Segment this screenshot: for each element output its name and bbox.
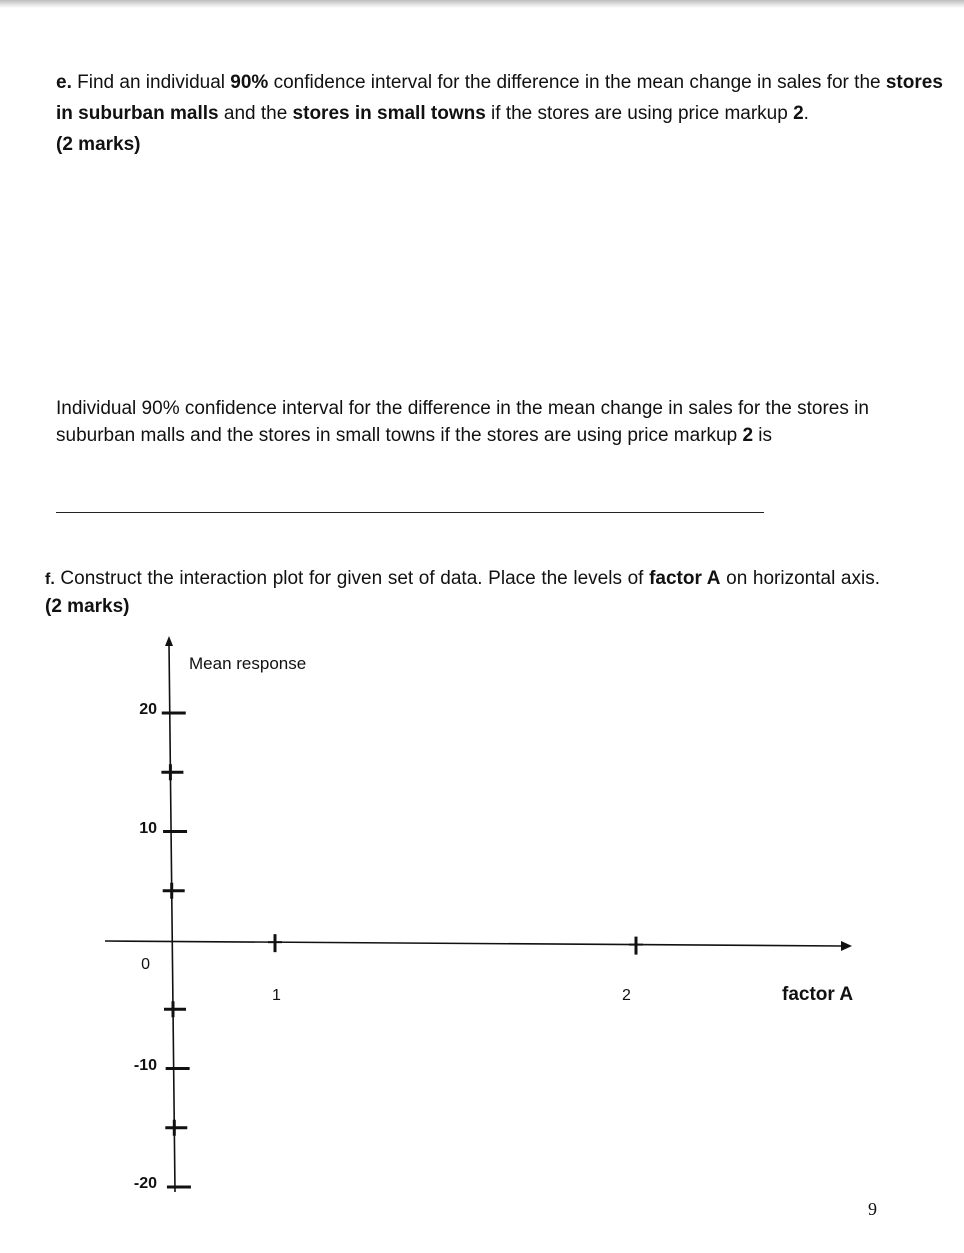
question-f-marks: (2 marks) bbox=[45, 596, 130, 617]
question-e-bold: 2 bbox=[793, 103, 804, 124]
x-axis-line bbox=[105, 941, 842, 946]
question-f-label: f. bbox=[45, 571, 55, 588]
question-e-text: . bbox=[803, 103, 809, 124]
x-axis-title: factor A bbox=[782, 984, 854, 1005]
question-f-text: on horizontal axis. bbox=[720, 568, 880, 589]
y-axis-title: Mean response bbox=[189, 654, 307, 673]
question-e-marks: (2 marks) bbox=[56, 134, 141, 155]
answer-text: Individual 90% confidence interval for the difference in the mean change in sales for the stores in suburban malls and the stores in small towns if the stores are using price markup bbox=[56, 398, 869, 446]
answer-bold: 2 bbox=[742, 425, 754, 446]
question-e-bold: stores in small towns bbox=[292, 103, 486, 124]
x-tick-label: 2 bbox=[622, 987, 631, 1004]
question-f-text: Construct the interaction plot for given set of data. Place the levels of bbox=[54, 568, 650, 589]
question-e-text: and the bbox=[218, 103, 293, 124]
question-e-text: confidence interval for the difference in the mean change in sales for the bbox=[268, 72, 886, 93]
question-e-bold: 90% bbox=[230, 72, 269, 93]
question-e-label: e. bbox=[56, 72, 72, 93]
x-axis-arrow-icon bbox=[841, 941, 852, 951]
page-number: 9 bbox=[868, 1199, 877, 1219]
y-tick-label: 10 bbox=[139, 819, 157, 837]
question-e-bold: stores in suburban malls bbox=[56, 72, 943, 124]
question-e-text: if the stores are using price markup bbox=[485, 103, 794, 124]
question-f-bold: factor A bbox=[649, 568, 721, 589]
y-tick-label: 20 bbox=[139, 701, 157, 718]
y-axis-line bbox=[169, 643, 175, 1192]
y-tick-label: -20 bbox=[133, 1175, 157, 1192]
y-axis-arrow-icon bbox=[165, 636, 173, 646]
y-tick-label: 0 bbox=[141, 956, 150, 973]
answer-text: is bbox=[753, 425, 773, 446]
question-e-text: Find an individual bbox=[71, 72, 231, 93]
y-tick-label: -10 bbox=[133, 1056, 157, 1074]
x-tick-label: 1 bbox=[272, 987, 281, 1004]
